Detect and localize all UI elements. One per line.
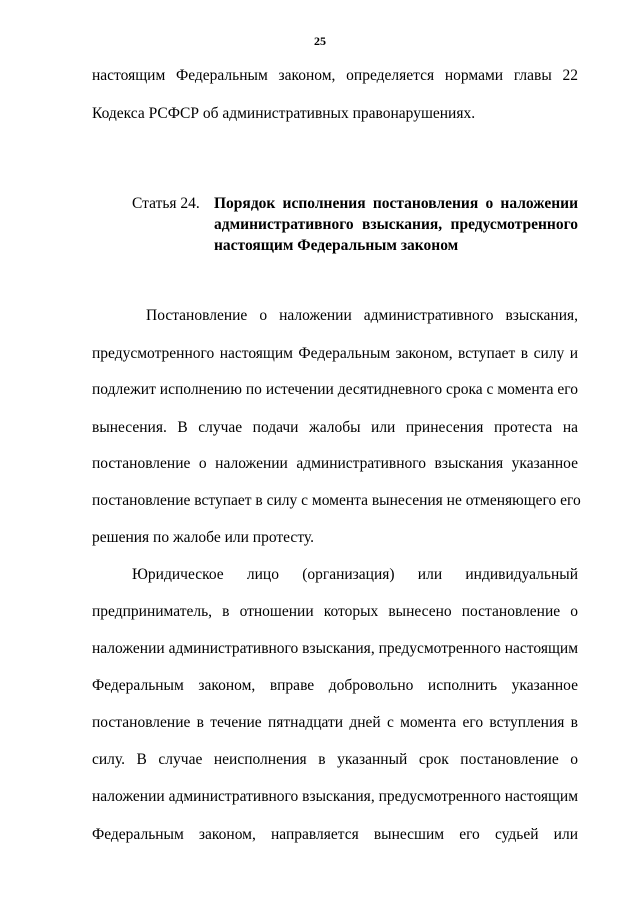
paragraph-line: наложении административного взыскания, предусмотренного настоящим	[92, 640, 578, 657]
article-label: Статья 24.	[132, 195, 200, 212]
paragraph-line: постановление о наложении административного взыскания указанное	[92, 455, 578, 472]
paragraph-line: предприниматель, в отношении которых вынесено постановление о	[92, 603, 578, 620]
paragraph-line: Федеральным законом, вправе добровольно исполнить указанное	[92, 677, 578, 694]
paragraph-line: решения по жалобе или протесту.	[92, 529, 314, 546]
paragraph-line: Постановление о наложении административного взыскания,	[146, 307, 578, 324]
paragraph-line: постановление в течение пятнадцати дней с момента его вступления в	[92, 714, 578, 731]
paragraph-line: постановление вступает в силу с момента вынесения не отменяющего его	[92, 492, 581, 509]
paragraph-line: вынесения. В случае подачи жалобы или принесения протеста на	[92, 419, 578, 436]
page-number: 25	[314, 34, 326, 48]
paragraph-line: предусмотренного настоящим Федеральным законом, вступает в силу и	[92, 345, 578, 362]
paragraph-line: силу. В случае неисполнения в указанный срок постановление о	[92, 751, 578, 768]
paragraph-line: Федеральным законом, направляется вынесшим его судьей или	[92, 826, 578, 843]
article-title-line: настоящим Федеральным законом	[214, 237, 459, 254]
paragraph-line: наложении административного взыскания, предусмотренного настоящим	[92, 788, 578, 805]
paragraph-line: подлежит исполнению по истечении десятидневного срока с момента его	[92, 381, 578, 398]
text-line: Кодекса РСФСР об административных правонарушениях.	[92, 105, 476, 122]
article-title-line: административного взыскания, предусмотренного	[214, 216, 578, 233]
paragraph-line: Юридическое лицо (организация) или индивидуальный	[132, 566, 578, 583]
article-heading	[132, 193, 578, 256]
article-title-line: Порядок исполнения постановления о наложении	[214, 195, 578, 212]
text-line: настоящим Федеральным законом, определяется нормами главы 22	[92, 67, 578, 84]
